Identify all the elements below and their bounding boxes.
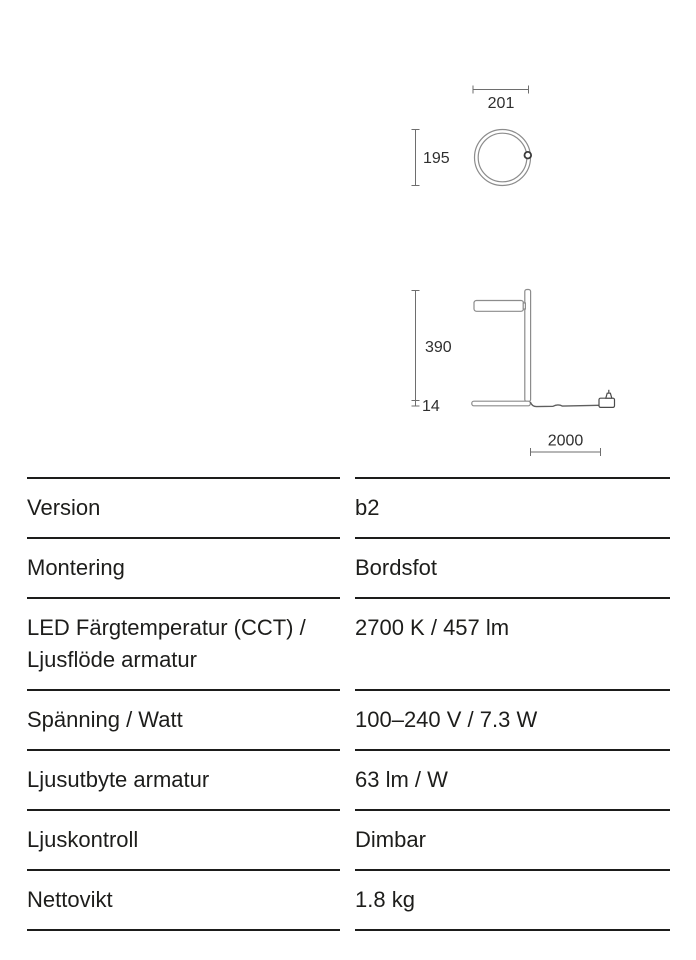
dim-label-stand-height: 390 [425,339,452,356]
height-dimension [412,130,450,186]
lamp-knob [525,152,532,159]
spec-value: Bordsfot [355,537,670,597]
spec-value: Dimbar [355,809,670,869]
cable-length-dimension [531,433,601,457]
dim-label-width: 201 [487,95,515,112]
spec-value: 63 lm / W [355,749,670,809]
spec-value: 100–240 V / 7.3 W [355,689,670,749]
lamp-arm-joint [523,303,525,309]
lamp-head-top-view [412,86,532,186]
spec-label: Montering [27,537,340,597]
width-dimension [473,86,529,113]
dimension-drawings [0,0,696,470]
spec-label: Ljuskontroll [27,809,340,869]
dim-label-height: 195 [423,150,450,167]
stand-height-dimension [412,291,452,416]
spec-label: Spänning / Watt [27,689,340,749]
spec-value: b2 [355,477,670,537]
dim-label-base-height: 14 [422,398,440,415]
power-cable [530,402,598,407]
power-plug [599,390,615,408]
lamp-ring-inner [478,133,527,182]
lamp-side-view [412,290,615,457]
lamp-arm [474,301,524,312]
spec-value: 1.8 kg [355,869,670,931]
spec-label: Nettovikt [27,869,340,931]
spec-label: LED Färgtemperatur (CCT) / Ljusflöde armatur [27,597,340,689]
spec-label: Version [27,477,340,537]
spec-label: Ljusutbyte armatur [27,749,340,809]
spec-table [27,477,670,931]
dim-label-cable-length: 2000 [547,432,584,450]
lamp-base-plate [472,401,531,406]
spec-value: 2700 K / 457 lm [355,597,670,689]
